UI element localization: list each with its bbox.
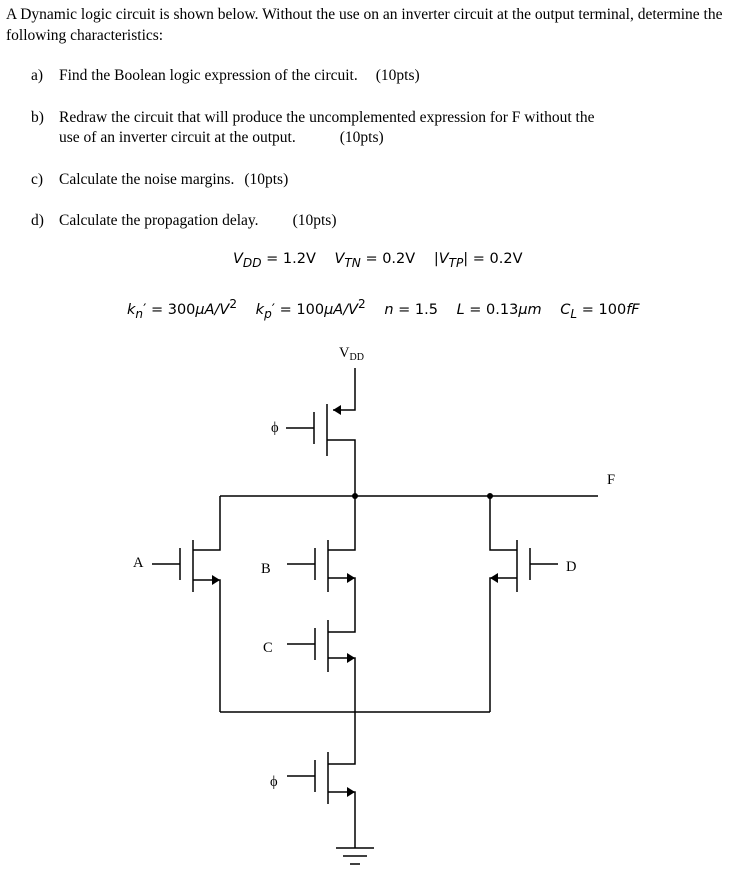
question-c-points: (10pts) xyxy=(244,171,289,188)
input-b-label: B xyxy=(261,561,271,577)
param-cl: $C_L = 100fF$ xyxy=(560,301,640,321)
nmos-b-source xyxy=(328,578,355,632)
nmos-c-source xyxy=(328,658,355,712)
question-b-label: b) xyxy=(31,109,44,126)
input-a-label: A xyxy=(133,555,144,571)
phi-top-label: ϕ xyxy=(271,420,279,436)
param-l: L = 0.13μm xyxy=(456,301,542,318)
nmos-eval-source xyxy=(328,792,355,848)
question-a-label: a) xyxy=(31,67,44,84)
nmos-eval-gate xyxy=(287,760,315,792)
question-d-body: Calculate the propagation delay. xyxy=(59,212,259,229)
input-d-label: D xyxy=(566,559,577,575)
output-f-label: F xyxy=(607,472,616,488)
question-d-points: (10pts) xyxy=(292,212,337,229)
vdd-wire xyxy=(333,368,355,410)
junction-dot xyxy=(487,493,493,499)
param-vtn: $V_{TN} = 0.2V$ xyxy=(334,251,416,270)
nmos-b-arrow xyxy=(347,573,355,583)
phi-bottom-label: ϕ xyxy=(270,774,278,790)
param-kn: $k_n' = 300\mu A/V^2$ xyxy=(127,297,238,321)
question-a-points: (10pts) xyxy=(375,67,420,84)
nmos-a-arrow xyxy=(212,575,220,585)
nmos-d-source xyxy=(490,578,517,712)
vdd-label: $V_{DD}$ xyxy=(339,345,364,363)
param-n: n = 1.5 xyxy=(384,301,438,318)
nmos-d-arrow xyxy=(490,573,498,583)
nmos-a-source xyxy=(193,580,220,712)
nmos-d-gate xyxy=(530,548,558,580)
problem-intro: A Dynamic logic circuit is shown below. Without the use on an inverter circuit at the output terminal, determine the following characteristics: xyxy=(6,6,723,44)
pmos-precharge-drain xyxy=(327,440,355,496)
question-b-body2: use of an inverter circuit at the output. xyxy=(59,129,296,146)
question-d-label: d) xyxy=(31,212,44,229)
nmos-d-drain xyxy=(490,496,517,550)
question-a-body: Find the Boolean logic expression of the circuit. xyxy=(59,67,358,84)
param-kp: $k_p' = 100\mu A/V^2$ xyxy=(255,297,366,321)
ground-symbol xyxy=(336,848,374,864)
input-c-label: C xyxy=(263,640,273,656)
nmos-b-gate xyxy=(287,548,315,580)
junction-dot xyxy=(352,493,358,499)
pmos-precharge-arrow xyxy=(333,405,341,415)
param-vdd: $V_{DD} = 1.2V$ xyxy=(233,251,316,270)
nmos-b-drain xyxy=(328,496,355,550)
nmos-eval-arrow xyxy=(347,787,355,797)
param-vtp: $|V_{TP}| = 0.2V$ xyxy=(433,251,523,270)
question-b-line1: Redraw the circuit that will produce the uncomplemented expression for F without the xyxy=(59,109,595,126)
question-b-points: (10pts) xyxy=(339,129,384,146)
nmos-a-drain xyxy=(193,496,220,550)
nmos-a-gate xyxy=(152,548,180,580)
nmos-c-arrow xyxy=(347,653,355,663)
nmos-eval-drain xyxy=(328,712,355,764)
question-c-label: c) xyxy=(31,171,44,188)
question-c-body: Calculate the noise margins. xyxy=(59,171,235,188)
pmos-precharge-gate xyxy=(286,412,314,444)
nmos-c-gate xyxy=(287,628,315,660)
